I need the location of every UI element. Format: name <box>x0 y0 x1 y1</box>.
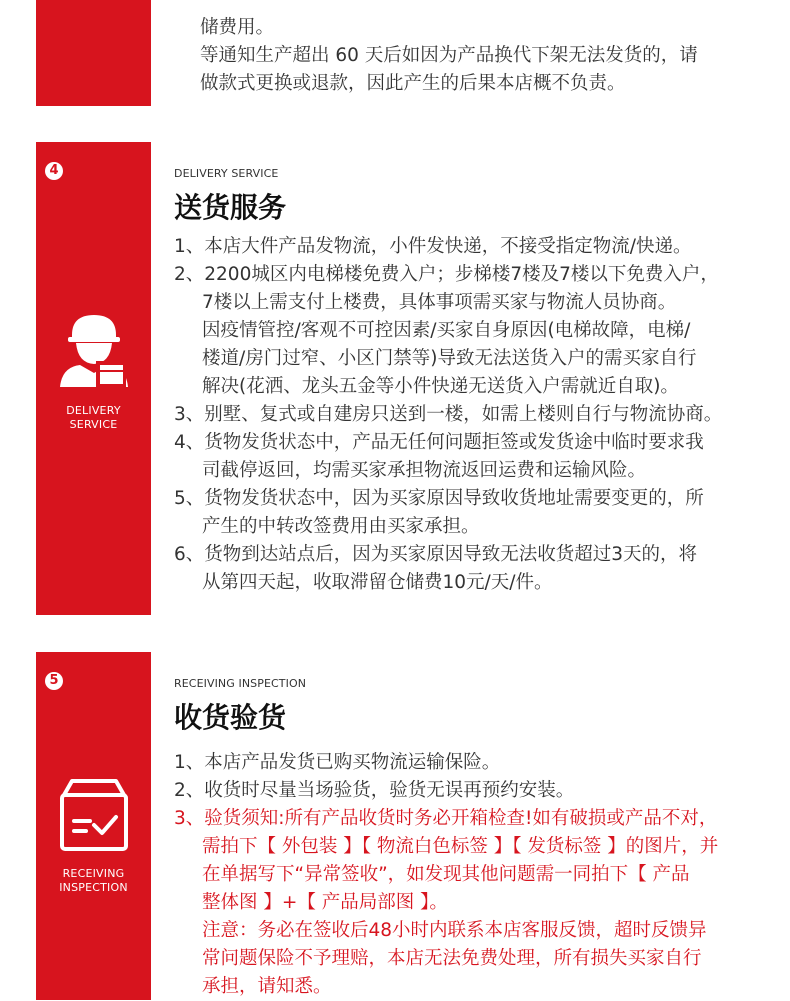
text-line: 做款式更换或退款，因此产生的后果本店概不负责。 <box>200 73 626 94</box>
text-line: 1、本店大件产品发物流，小件发快递，不接受指定物流/快递。 <box>174 236 692 257</box>
text-line: 解决(花洒、龙头五金等小件快递无送货入户需就近自取)。 <box>202 376 679 397</box>
text-line: 承担，请知悉。 <box>202 976 332 997</box>
text-line: 2、2200城区内电梯楼免费入户；步梯楼7楼及7楼以下免费入户， <box>174 264 719 285</box>
text-line: 储费用。 <box>200 17 275 38</box>
section-number-badge: 4 <box>45 162 63 180</box>
text-line: 7楼以上需支付上楼费，具体事项需买家与物流人员协商。 <box>202 292 677 313</box>
text-line <box>200 0 698 14</box>
text-line: 在单据写下“异常签收”，如发现其他问题需一同拍下【 产品 <box>202 864 690 885</box>
text-line: 等通知生产超出 60 天后如因为产品换代下架无法发货的，请 <box>200 45 698 66</box>
text-line: 6、货物到达站点后，因为买家原因导致无法收货超过3天的，将 <box>174 544 698 565</box>
section-caption <box>36 404 151 432</box>
text-line: 需拍下【 外包装 】【 物流白色标签 】【 发货标签 】的图片，并 <box>202 836 719 857</box>
text-line: 常问题保险不予理赔，本店无法免费处理，所有损失买家自行 <box>202 948 702 969</box>
text-line: 楼道/房门过窄、小区门禁等)导致无法送货入户的需买家自行 <box>202 348 697 369</box>
caption-line: RECEIVING <box>62 867 125 880</box>
section-bar-top <box>36 0 151 106</box>
caption-line: INSPECTION <box>59 881 128 894</box>
text-line: 从第四天起，收取滞留仓储费10元/天/件。 <box>202 572 553 593</box>
section-heading-en: DELIVERY SERVICE <box>174 167 279 180</box>
section-body <box>174 749 774 1001</box>
text-line: 4、货物发货状态中，产品无任何问题拒签或发货途中临时要求我 <box>174 432 704 453</box>
courier-person-icon <box>36 307 151 391</box>
section-heading-en: RECEIVING INSPECTION <box>174 677 307 690</box>
caption-line: SERVICE <box>69 418 118 431</box>
text-line: 3、验货须知:所有产品收货时务必开箱检查!如有破损或产品不对， <box>174 808 718 829</box>
caption-line: DELIVERY <box>66 404 121 417</box>
section-caption <box>36 867 151 895</box>
text-line: 因疫情管控/客观不可控因素/买家自身原因(电梯故障，电梯/ <box>202 320 691 341</box>
text-line: 2、收货时尽量当场验货，验货无误再预约安装。 <box>174 780 575 801</box>
section-body <box>174 233 774 597</box>
text-line: 5、货物发货状态中，因为买家原因导致收货地址需要变更的，所 <box>174 488 704 509</box>
text-line: 整体图 】+【 产品局部图 】。 <box>202 892 448 913</box>
text-line: 司截停返回，均需买家承担物流返回运费和运输风险。 <box>202 460 647 481</box>
section-number-badge: 5 <box>45 672 63 690</box>
section-bar-delivery <box>36 142 151 615</box>
section-heading: 送货服务 <box>174 191 287 224</box>
section-bar-inspection <box>36 652 151 1000</box>
top-section-text <box>200 0 698 98</box>
text-line: 1、本店产品发货已购买物流运输保险。 <box>174 752 501 773</box>
text-line: 3、别墅、复式或自建房只送到一楼，如需上楼则自行与物流协商。 <box>174 404 723 425</box>
section-heading: 收货验货 <box>174 701 287 734</box>
text-line: 注意：务必在签收后48小时内联系本店客服反馈，超时反馈异 <box>202 920 707 941</box>
text-line: 产生的中转改签费用由买家承担。 <box>202 516 480 537</box>
checked-box-icon <box>36 777 151 857</box>
